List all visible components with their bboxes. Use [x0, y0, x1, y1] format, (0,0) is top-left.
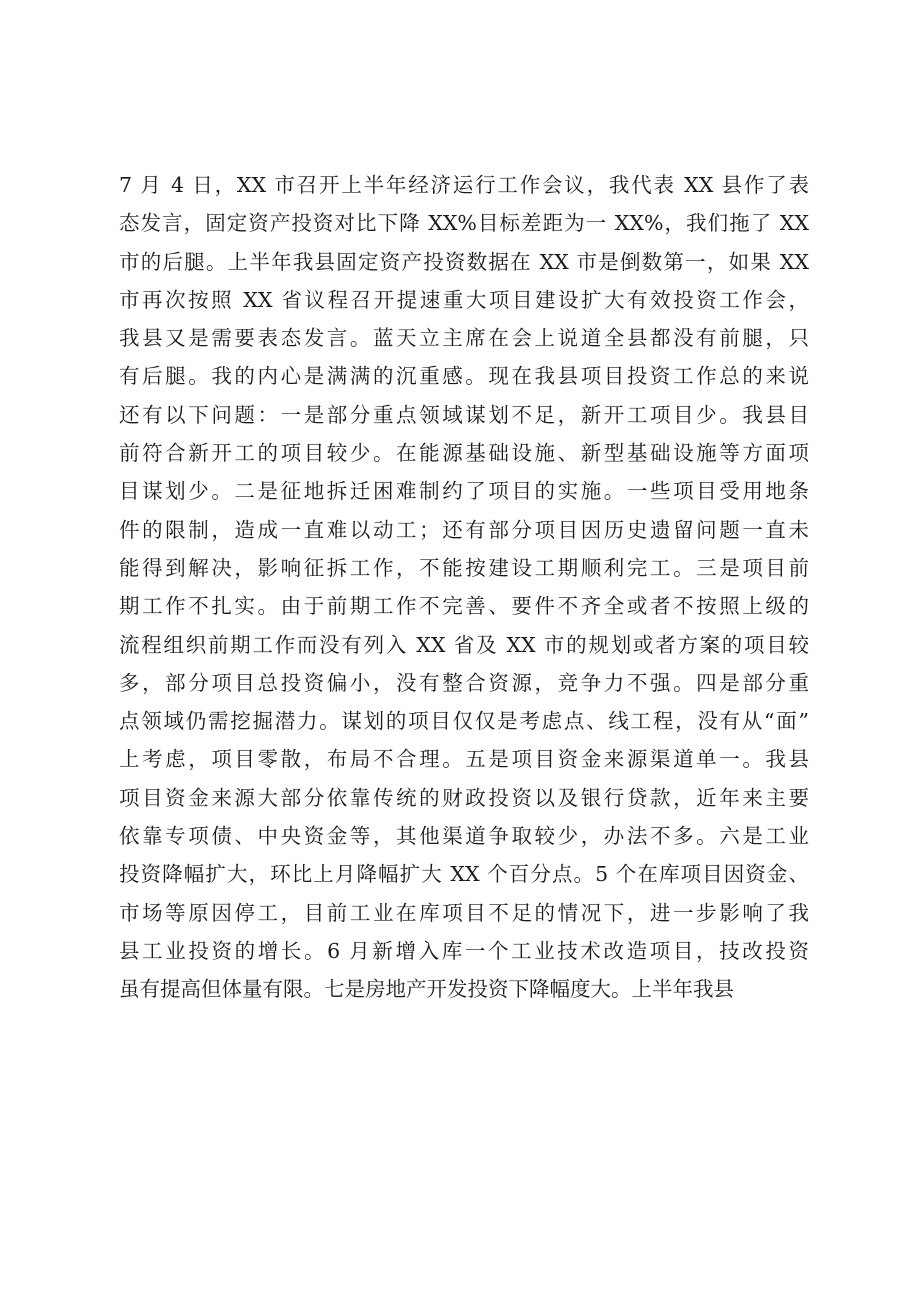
- text-line: 虽有提高但体量有限。七是房地产开发投资下降幅度大。上半年我县: [119, 977, 734, 1002]
- text-line: 期工作不扎实。由于前期工作不完善、要件不齐全或者不按照上级的: [119, 594, 809, 619]
- text-line: 点领域仍需挖掘潜力。谋划的项目仅仅是考虑点、线工程，没有从“面”: [119, 709, 809, 734]
- text-line: 市的后腿。上半年我县固定资产投资数据在 XX 市是倒数第一，如果 XX: [119, 249, 809, 274]
- text-line: 市场等原因停工，目前工业在库项目不足的情况下，进一步影响了我: [119, 900, 809, 925]
- text-line: 依靠专项债、中央资金等，其他渠道争取较少，办法不多。六是工业: [119, 824, 809, 849]
- text-line: 上考虑，项目零散，布局不合理。五是项目资金来源渠道单一。我县: [119, 747, 809, 772]
- text-line: 目谋划少。二是征地拆迁困难制约了项目的实施。一些项目受用地条: [119, 479, 809, 504]
- text-line: 件的限制，造成一直难以动工；还有部分项目因历史遗留问题一直未: [119, 517, 809, 542]
- text-line: 县工业投资的增长。6 月新增入库一个工业技术改造项目，技改投资: [119, 938, 809, 963]
- text-line: 我县又是需要表态发言。蓝天立主席在会上说道全县都没有前腿，只: [119, 326, 809, 351]
- text-line: 有后腿。我的内心是满满的沉重感。现在我县项目投资工作总的来说: [119, 364, 809, 389]
- text-line: 能得到解决，影响征拆工作，不能按建设工期顺利完工。三是项目前: [119, 555, 809, 580]
- text-line: 项目资金来源大部分依靠传统的财政投资以及银行贷款，近年来主要: [119, 785, 809, 810]
- text-line: 7 月 4 日，XX 市召开上半年经济运行工作会议，我代表 XX 县作了表: [119, 173, 809, 197]
- text-line: 多，部分项目总投资偏小，没有整合资源，竞争力不强。四是部分重: [119, 670, 809, 695]
- text-line: 态发言，固定资产投资对比下降 XX%目标差距为一 XX%，我们拖了 XX: [119, 211, 809, 236]
- text-line: 市再次按照 XX 省议程召开提速重大项目建设扩大有效投资工作会，: [119, 287, 809, 312]
- text-line: 前符合新开工的项目较少。在能源基础设施、新型基础设施等方面项: [119, 441, 809, 466]
- body-paragraph: [119, 166, 809, 1009]
- text-line: 投资降幅扩大，环比上月降幅扩大 XX 个百分点。5 个在库项目因资金、: [119, 862, 809, 887]
- text-line: 还有以下问题：一是部分重点领域谋划不足，新开工项目少。我县目: [119, 402, 809, 427]
- text-line: 流程组织前期工作而没有列入 XX 省及 XX 市的规划或者方案的项目较: [119, 632, 809, 657]
